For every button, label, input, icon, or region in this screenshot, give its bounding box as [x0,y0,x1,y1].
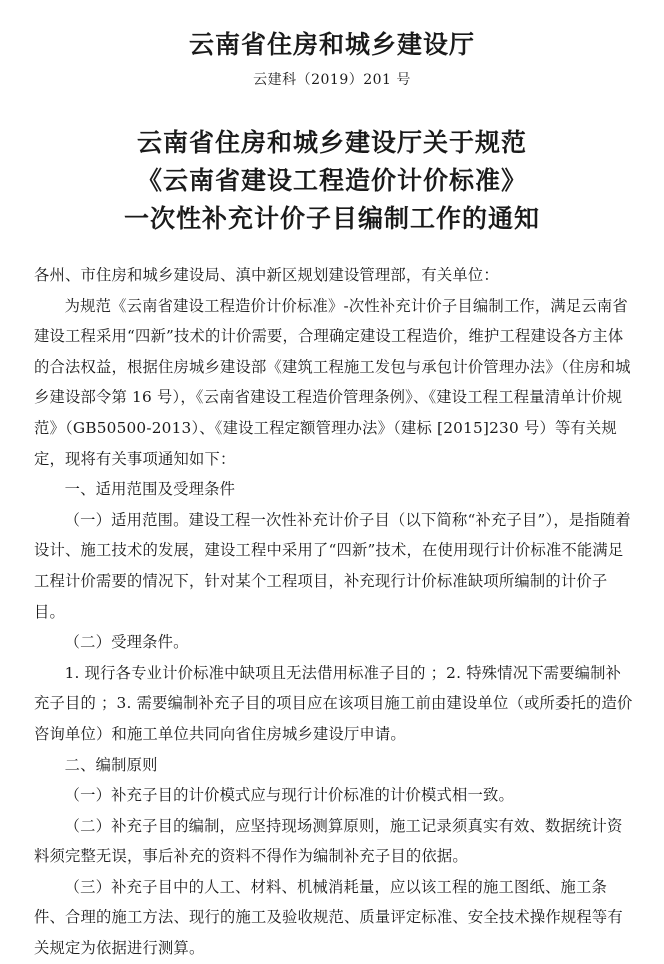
section-1-heading: 一、适用范围及受理条件 [64,480,236,499]
intro-paragraph: 为规范《云南省建设工程造价计价标准》-次性补充计价子目编制工作，满足云南省建设工程采用“四新”技术的计价需要，合理确定建设工程造价，维护工程建设各方主体的合法权益，根据住房城乡建设部《建筑工程施工发包与承包计价管理办法》（住房和城乡建设部令第 16 号），《云南省建设工程造价管理条例》、《建设工程工程量清单计价规范》（GB50500-2013）、《建设工程定额管理办法》（建标 [2015]230 号）等有关规定，现将有关事项通知如下： [34,296,631,468]
notice-title-line-2: 《云南省建设工程造价计价标准》 [136,166,527,195]
section-2-item-3: （三）补充子目中的人工、材料、机械消耗量，应以该工程的施工图纸、施工条件、合理的施工方法、现行的施工及验收规范、质量评定标准、安全技术操作规程等有关规定为依据进行测算。 [34,877,623,958]
issuing-organization-title: 云南省住房和城乡建设厅 [188,30,475,59]
section-2-item-1: （一）补充子目的计价模式应与现行计价标准的计价模式相一致。 [64,786,515,805]
notice-title-line-3: 一次性补充计价子目编制工作的通知 [123,204,540,233]
notice-title [0,124,664,238]
section-2-item-2: （二）补充子目的编制，应坚持现场测算原则，施工记录须真实有效、数据统计资料须完整无误，事后补充的资料不得作为编制补充子目的依据。 [34,816,623,866]
section-1-item-2-detail: 1. 现行各专业计价标准中缺项且无法借用标准子目的 ；2. 特殊情况下需要编制补充子目的 ；3. 需要编制补充子目的项目应在该项目施工前由建设单位（或所委托的造价咨询单位）和施工单位共同向省住房城乡建设厅申请。 [34,663,633,743]
salutation: 各州、市住房和城乡建设局、滇中新区规划建设管理部，有关单位： [34,266,499,284]
section-2-heading: 二、编制原则 [64,755,158,774]
notice-title-line-1: 云南省住房和城乡建设厅关于规范 [136,128,527,157]
notice-body [34,260,634,964]
document-number: 云建科（2019）201 号 [253,72,411,88]
section-1-item-1: （一）适用范围。建设工程一次性补充计价子目（以下简称“补充子目”），是指随着设计、施工技术的发展，建设工程中采用了“四新”技术，在使用现行计价标准不能满足工程计价需要的情况下，针对某个工程项目，补充现行计价标准缺项所编制的计价子目。 [34,510,631,621]
section-1-item-2: （二）受理条件。 [64,633,189,652]
